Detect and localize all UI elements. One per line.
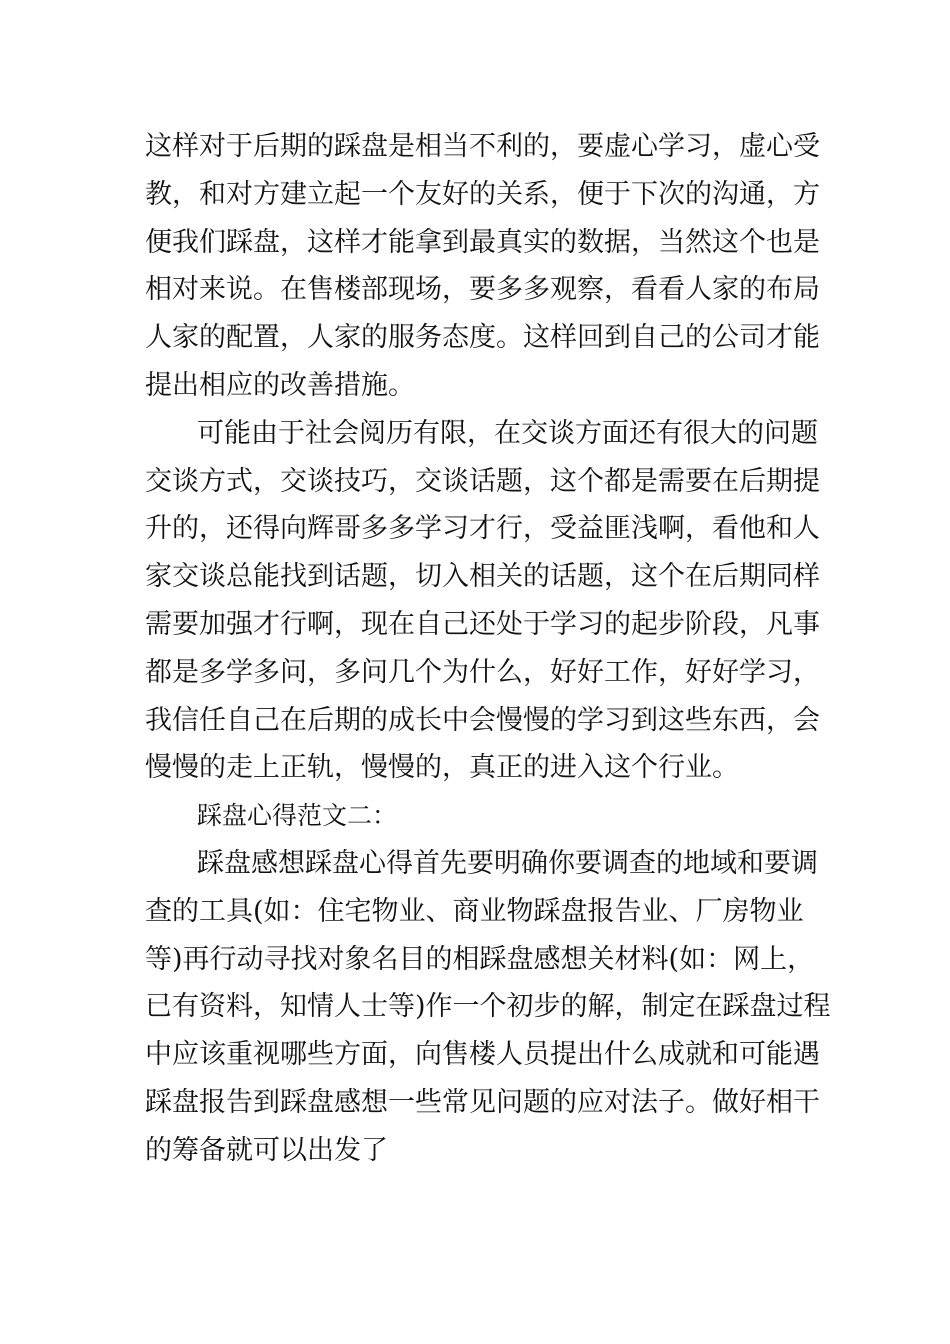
text-line: 慢慢的走上正轨，慢慢的，真正的进入这个行业。 [145,752,739,784]
document-body [145,123,831,1175]
text-line: 相对来说。在售楼部现场，要多多观察，看看人家的布局 [145,274,820,306]
section-heading: 踩盘心得范文二： [197,801,398,831]
text-line: 交谈方式，交谈技巧，交谈话题，这个都是需要在后期提 [145,465,820,497]
text-line: 家交谈总能找到话题，切入相关的话题，这个在后期同样 [145,561,820,593]
text-line: 中应该重视哪些方面，向售楼人员提出什么成就和可能遇 [145,1039,820,1071]
text-line: 提出相应的改善措施。 [145,369,415,401]
text-line: 便我们踩盘，这样才能拿到最真实的数据，当然这个也是 [145,226,820,258]
text-line: 的筹备就可以出发了 [145,1134,388,1166]
text-line: 升的，还得向辉哥多多学习才行，受益匪浅啊，看他和人 [145,513,820,545]
text-line: 查的工具(如：住宅物业、商业物踩盘报告业、厂房物业 [145,895,804,927]
text-line: 已有资料，知情人士等)作一个初步的解，制定在踩盘过程 [145,991,831,1023]
text-line: 可能由于社会阅历有限，在交谈方面还有很大的问题 [197,417,818,449]
text-line: 踩盘感想踩盘心得首先要明确你要调查的地域和要调 [197,847,818,879]
text-line: 都是多学多问，多问几个为什么，好好工作，好好学习， [145,656,820,688]
text-line: 人家的配置，人家的服务态度。这样回到自己的公司才能 [145,322,820,354]
text-line: 需要加强才行啊，现在自己还处于学习的起步阶段，凡事 [145,608,820,640]
text-line: 教，和对方建立起一个友好的关系，便于下次的沟通，方 [145,178,820,210]
text-line: 这样对于后期的踩盘是相当不利的，要虚心学习，虚心受 [145,131,820,162]
text-line: 我信任自己在后期的成长中会慢慢的学习到这些东西，会 [145,704,820,736]
text-line: 踩盘报告到踩盘感想一些常见问题的应对法子。做好相干 [145,1086,820,1118]
text-line: 等)再行动寻找对象名目的相踩盘感想关材料(如：网上， [145,943,815,975]
